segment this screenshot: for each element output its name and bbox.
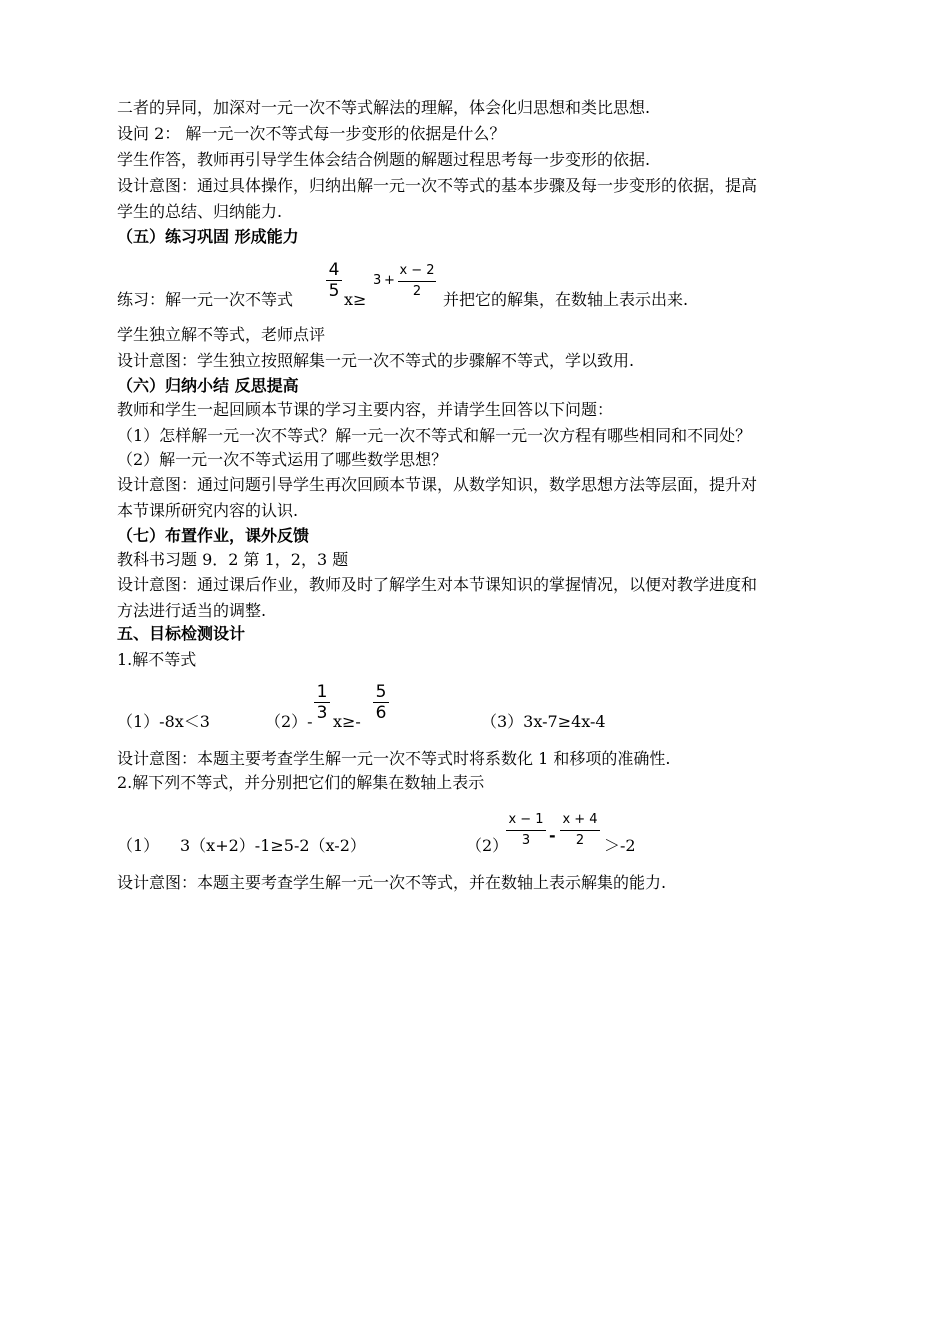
fraction-denominator: 2 [412,284,422,300]
fraction-numerator: 1 [316,682,328,702]
text-line: 设计意图：本题主要考查学生解一元一次不等式时将系数化 1 和移项的准确性. [117,749,671,768]
exercise-x-geq: x≥ [344,290,367,309]
section-heading: （七）布置作业，课外反馈 [117,526,310,545]
fraction-bar [398,281,436,282]
fraction-1-3 [314,682,330,724]
fraction-denominator: 5 [328,281,340,302]
text-line: 二者的异同，加深对一元一次不等式解法的理解，体会化归思想和类比思想. [117,98,651,117]
fraction-numerator: 5 [375,682,387,702]
text-line: 学生独立解不等式，老师点评 [117,325,326,344]
fraction-denominator: 3 [521,833,531,849]
fraction-numerator: x + 4 [562,812,598,827]
fraction-4-5 [326,260,342,302]
text-line: 设计意图：本题主要考查学生解一元一次不等式，并在数轴上表示解集的能力. [117,873,667,892]
exercise-three: 3 [373,273,382,288]
text-line: （2）解一元一次不等式运用了哪些数学思想？ [117,450,448,469]
text-line: 设问 2： 解一元一次不等式每一步变形的依据是什么？ [117,124,506,143]
question-heading: 1.解不等式 [117,650,197,669]
exercise-prefix: 练习：解一元一次不等式 [117,290,294,309]
text-line: 教师和学生一起回顾本节课的学习主要内容，并请学生回答以下问题： [117,400,614,419]
fraction-x-minus-2-over-2 [398,263,436,300]
question-1-part-2-prefix: （2）- [265,712,313,731]
text-line: 设计意图：通过具体操作，归纳出解一元一次不等式的基本步骤及每一步变形的依据，提高 [117,176,758,195]
question-1-part-3: （3）3x-7≥4x-4 [481,712,606,731]
section-heading: （五）练习巩固 形成能力 [117,227,299,246]
fraction-numerator: x − 1 [508,812,544,827]
section-heading: 五、目标检测设计 [117,624,246,643]
text-line: 设计意图：通过问题引导学生再次回顾本节课，从数学知识，数学思想方法等层面，提升对 [117,475,758,494]
fraction-bar [506,830,546,831]
text-line: 方法进行适当的调整. [117,601,267,620]
question-2-part-1-number: （1） [117,836,160,855]
question-2-part-1-expression: 3（x+2）-1≥5-2（x-2） [180,836,366,855]
fraction-x-minus-1-over-3 [506,812,546,849]
exercise-plus: + [384,273,395,288]
exercise-suffix: 并把它的解集，在数轴上表示出来. [443,290,689,309]
text-line: 设计意图：学生独立按照解集一元一次不等式的步骤解不等式，学以致用. [117,351,635,370]
text-line: 本节课所研究内容的认识. [117,501,299,520]
text-line: 教科书习题 9．2 第 1，2，3 题 [117,550,349,569]
question-2-part-2-number: （2） [466,836,509,855]
text-line: 设计意图：通过课后作业，教师及时了解学生对本节课知识的掌握情况，以便对教学进度和 [117,575,758,594]
fraction-denominator: 3 [316,703,328,724]
section-heading: （六）归纳小结 反思提高 [117,376,299,395]
text-line: 学生的总结、归纳能力. [117,202,283,221]
fraction-denominator: 6 [375,703,387,724]
question-heading: 2.解下列不等式，并分别把它们的解集在数轴上表示 [117,773,485,792]
fraction-numerator: x − 2 [399,263,435,278]
question-2-part-2-suffix: ＞-2 [604,836,636,855]
fraction-bar [560,830,600,831]
fraction-numerator: 4 [328,260,340,280]
fraction-denominator: 2 [575,833,585,849]
text-line: 学生作答，教师再引导学生体会结合例题的解题过程思考每一步变形的依据. [117,150,651,169]
text-line: （1）怎样解一元一次不等式？解一元一次不等式和解一元一次方程有哪些相同和不同处？ [117,426,752,445]
fraction-x-plus-4-over-2 [560,812,600,849]
question-1-part-1: （1）-8x＜3 [117,712,210,731]
question-1-part-2-mid: x≥- [333,712,361,731]
fraction-5-6 [373,682,389,724]
minus-sign: - [549,826,556,845]
